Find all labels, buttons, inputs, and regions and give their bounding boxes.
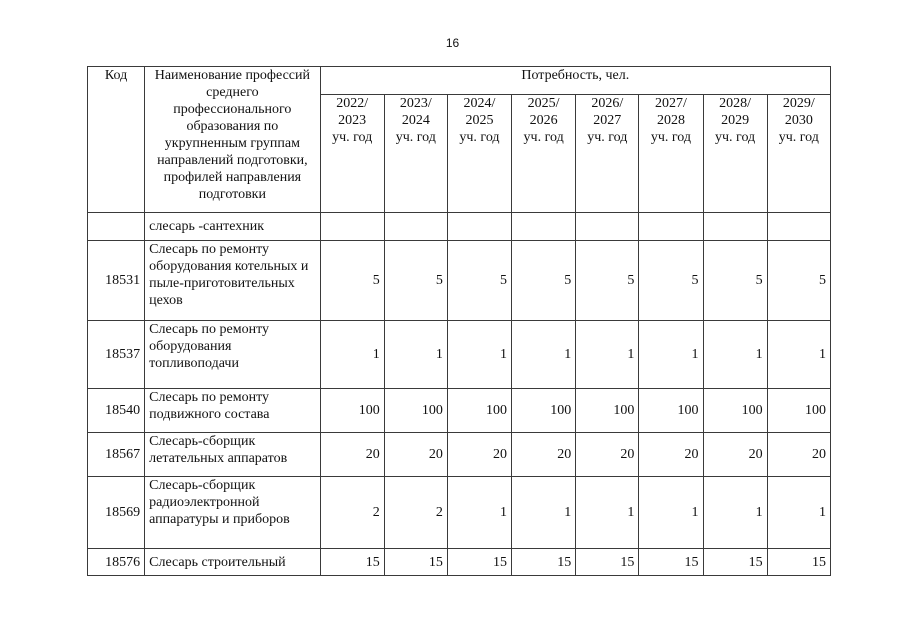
need-value: 1 <box>767 321 830 389</box>
year-header-line: уч. год <box>715 130 756 145</box>
need-value <box>384 213 447 241</box>
need-value: 1 <box>447 477 511 549</box>
profession-name: Слесарь строительный <box>145 549 320 576</box>
profession-name: Слесарь-сборщик радиоэлектронной аппаратуры и приборов <box>145 477 320 549</box>
table-row <box>88 389 831 433</box>
need-value: 20 <box>576 433 639 477</box>
need-value <box>447 213 511 241</box>
need-value: 15 <box>384 549 447 576</box>
need-value: 1 <box>767 477 830 549</box>
year-header-line: 2024/ <box>463 96 496 111</box>
year-header-line: уч. год <box>778 130 819 145</box>
need-value: 1 <box>512 321 576 389</box>
profession-needs-table <box>87 66 831 576</box>
table-row <box>88 477 831 549</box>
year-header <box>703 95 767 213</box>
year-header-line: 2026/ <box>591 96 624 111</box>
table-row <box>88 213 831 241</box>
page-number: 16 <box>445 36 460 50</box>
need-value: 15 <box>447 549 511 576</box>
need-value <box>703 213 767 241</box>
need-value: 5 <box>384 241 447 321</box>
need-value: 15 <box>512 549 576 576</box>
need-value: 100 <box>447 389 511 433</box>
year-header-line: 2022/ <box>336 96 369 111</box>
column-header-name: Наименование профессий среднего профессионального образования по укрупненным группам направлений подготовки, профилей направления подготовки <box>145 67 320 213</box>
table-row <box>88 241 831 321</box>
need-value: 15 <box>576 549 639 576</box>
year-header-line: уч. год <box>459 130 500 145</box>
year-header-line: 2029/ <box>782 96 815 111</box>
year-header <box>320 95 384 213</box>
need-value: 5 <box>320 241 384 321</box>
profession-name: Слесарь по ремонту оборудования топливоподачи <box>145 321 320 389</box>
profession-code: 18537 <box>88 321 145 389</box>
need-value: 100 <box>703 389 767 433</box>
need-value: 20 <box>384 433 447 477</box>
need-value: 100 <box>512 389 576 433</box>
need-value: 100 <box>320 389 384 433</box>
year-header <box>767 95 830 213</box>
need-value: 1 <box>576 477 639 549</box>
table-row <box>88 549 831 576</box>
year-header <box>447 95 511 213</box>
need-value: 1 <box>639 321 703 389</box>
need-value: 20 <box>639 433 703 477</box>
need-value <box>639 213 703 241</box>
profession-code: 18540 <box>88 389 145 433</box>
need-value <box>767 213 830 241</box>
need-value <box>512 213 576 241</box>
profession-code: 18569 <box>88 477 145 549</box>
need-value: 100 <box>767 389 830 433</box>
need-value: 1 <box>576 321 639 389</box>
year-header-line: уч. год <box>523 130 564 145</box>
need-value: 20 <box>447 433 511 477</box>
need-value: 1 <box>384 321 447 389</box>
year-header-line: уч. год <box>587 130 628 145</box>
year-header-line: 2026 <box>529 113 558 128</box>
need-value: 2 <box>320 477 384 549</box>
profession-code: 18567 <box>88 433 145 477</box>
need-value: 15 <box>639 549 703 576</box>
need-value: 20 <box>767 433 830 477</box>
year-header-line: 2023/ <box>399 96 432 111</box>
need-value: 5 <box>447 241 511 321</box>
table-row <box>88 433 831 477</box>
year-header-line: 2025 <box>465 113 494 128</box>
need-value: 2 <box>384 477 447 549</box>
profession-code: 18531 <box>88 241 145 321</box>
need-value: 5 <box>576 241 639 321</box>
need-value <box>320 213 384 241</box>
need-value: 5 <box>639 241 703 321</box>
need-value: 20 <box>320 433 384 477</box>
year-header-line: 2030 <box>784 113 813 128</box>
need-value: 15 <box>320 549 384 576</box>
year-header-line: уч. год <box>395 130 436 145</box>
table-row <box>88 321 831 389</box>
column-header-code: Код <box>88 67 145 213</box>
year-header-line: 2029 <box>721 113 750 128</box>
need-value: 1 <box>703 321 767 389</box>
need-value: 1 <box>639 477 703 549</box>
need-value: 100 <box>576 389 639 433</box>
year-header-line: 2028 <box>656 113 685 128</box>
need-value: 15 <box>703 549 767 576</box>
profession-name: слесарь -сантехник <box>145 213 320 241</box>
need-value: 5 <box>767 241 830 321</box>
profession-name: Слесарь по ремонту подвижного состава <box>145 389 320 433</box>
year-header <box>639 95 703 213</box>
need-value: 5 <box>703 241 767 321</box>
need-value: 1 <box>703 477 767 549</box>
profession-name: Слесарь-сборщик летательных аппаратов <box>145 433 320 477</box>
need-value: 100 <box>384 389 447 433</box>
year-header-line: 2027/ <box>654 96 687 111</box>
need-value <box>576 213 639 241</box>
year-header-line: 2028/ <box>719 96 752 111</box>
need-value: 15 <box>767 549 830 576</box>
table-body <box>88 213 831 576</box>
year-header <box>384 95 447 213</box>
year-header-line: 2024 <box>401 113 430 128</box>
year-header-line: 2025/ <box>527 96 560 111</box>
need-value: 1 <box>447 321 511 389</box>
need-value: 20 <box>512 433 576 477</box>
need-value: 1 <box>320 321 384 389</box>
need-value: 5 <box>512 241 576 321</box>
profession-code <box>88 213 145 241</box>
need-value: 100 <box>639 389 703 433</box>
year-header <box>576 95 639 213</box>
need-value: 20 <box>703 433 767 477</box>
year-header <box>512 95 576 213</box>
profession-code: 18576 <box>88 549 145 576</box>
need-value: 1 <box>512 477 576 549</box>
year-header-line: 2023 <box>338 113 367 128</box>
year-header-line: 2027 <box>593 113 622 128</box>
year-header-line: уч. год <box>650 130 692 145</box>
year-header-line: уч. год <box>332 130 373 145</box>
column-header-need: Потребность, чел. <box>320 67 830 95</box>
profession-name: Слесарь по ремонту оборудования котельных и пыле-приготовительных цехов <box>145 241 320 321</box>
